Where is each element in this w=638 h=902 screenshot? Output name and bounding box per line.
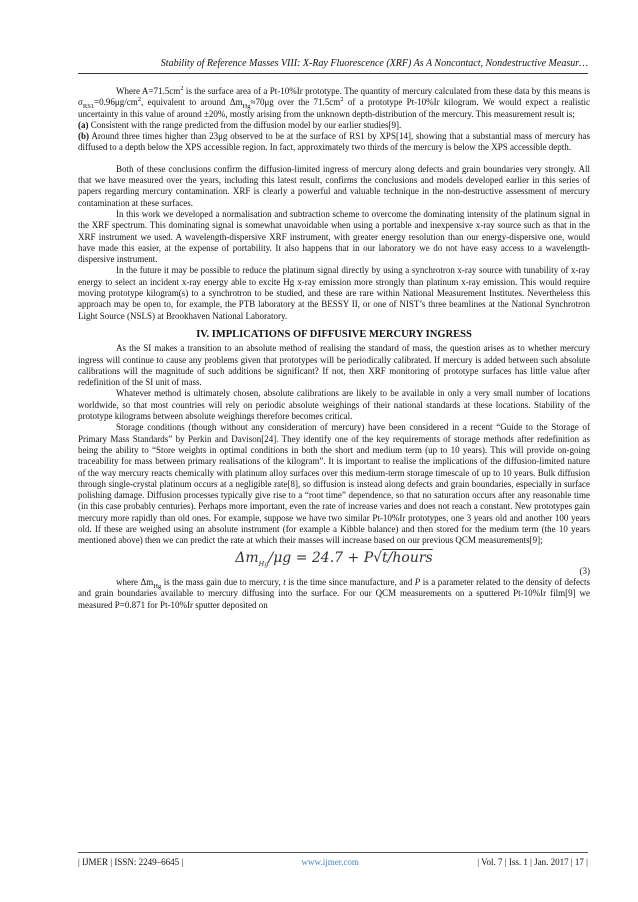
paragraph-synchrotron: In the future it may be possible to reduce the platinum signal directly by using a synchrotron x-ray source with tunability of x-ray energy to select an incident x-ray energy able to excite Hg x-ray emission more strongly than platinum x-ray emission. This would require moving prototype kilogram(s) to a synchrotron to be studied, and these are rare within National Measurement Institutes. Nevertheless this approach may be open to, for example, the PTB laboratory at the BESSY II, or one of NIST’s three beamlines at the National Synchrotron Light Source (NSLS) at Brookhaven National Laboratory. [78, 265, 590, 321]
equation: $\Delta m_{Hg}/\mu g = 24.7$ + P√t/hours [235, 549, 433, 568]
header-rule [78, 73, 588, 74]
footer-volume-info: | Vol. 7 | Iss. 1 | Jan. 2017 | 17 | [477, 857, 588, 867]
paragraph-mercury-quantity: Where $A=71.5cm^2$ is the surface area of a Pt-10%Ir prototype. The quantity of mercury calculated from these data by this means is $\sigma_{RS1}=0.96\mu g/cm^2$, equivalent to around $\Delta m_{Hg}\approx 70\mu g$ over the $71.5cm^2$ of a prototype Pt-10%Ir kilogram. We would expect a realistic uncertainty in this value of around ±20%, mostly arising from the unknown depth-distribution of the mercury. This measurement result is; [78, 85, 590, 119]
running-head: Stability of Reference Masses VIII: X-Ray Fluorescence (XRF) As A Noncontact, Nondestructive Measur… [160, 58, 588, 69]
section-heading: IV. IMPLICATIONS OF DIFFUSIVE MERCURY INGRESS [196, 328, 472, 340]
paragraph-absolute-calibration: Whatever method is ultimately chosen, absolute calibrations are likely to be available in only a very small number of locations worldwide, so that most countries will rely on periodic absolute weighings of their national standards at these locations. Stability of the prototype kilograms between absolute weighings therefore becomes critical. [78, 388, 590, 422]
paragraph-conclusions: Both of these conclusions confirm the diffusion-limited ingress of mercury along defects and grain boundaries very strongly. All that we have measured over the years, including this latest result, confirms the conclusions and models developed earlier in this series of papers regarding mercury contamination. XRF is clearly a powerful and valuable technique in the non-destructive assessment of mercury contamination at these surfaces. [78, 163, 590, 208]
footer-journal-info: | IJMER | ISSN: 2249–6645 | [78, 857, 184, 867]
footer-rule [78, 852, 588, 853]
paragraph-normalisation: In this work we developed a normalisation and subtraction scheme to overcome the dominating intensity of the platinum signal in the XRF spectrum. This dominating signal is somewhat unavoidable when using a portable and inexpensive x-ray source such as that in the XRF instrument we used. A wavelength-dispersive XRF instrument, with greater energy resolution than our energy-dispersive one, would have made this easier, at the expense of portability. It also happens that in our laboratory we do not have easy access to a wavelength-dispersive instrument. [78, 208, 590, 265]
list-item-a: (a) Consistent with the range predicted from the diffusion model by our earlier studies[9]. [78, 119, 402, 130]
paragraph-equation-explanation: where $\Delta m_{Hg}$ is the mass gain due to mercury, t is the time since manufacture, and P is a parameter related to the density of defects and grain boundaries available to mercury diffusing into the surface. For our QCM measurements on a sputtered Pt-10%Ir film[9] we measured P=0.871 for Pt-10%Ir sputter deposited on [78, 577, 590, 610]
body-text [78, 86, 590, 611]
footer-website-link[interactable]: www.ijmer.com [301, 857, 359, 867]
equation-number: (3) [579, 565, 590, 576]
paragraph-storage-conditions: Storage conditions (though without any consideration of mercury) have been considered in a recent “Guide to the Storage of Primary Mass Standards” by Perkin and Davison[24]. They identify one of the key requirements of storage methods after redefinition as being the ability to “Store weights in optimal conditions in both the short and medium term (up to 10 years). This will provide on-going traceability for mass between primary realisations of the kilogram”. It is important to realise the implications of the diffusion-limited nature of the way mercury reacts chemically with platinum alloy surfaces over this medium-term storage timescale of up to 10 years. Bulk diffusion through single-crystal platinum occurs at a negligible rate[8], so diffusion is instead along defects and grain boundaries, especially in surface polishing damage. Diffusion processes typically give rise to a “root time” dependence, so that no saturation occurs after any reasonable time (in this case probably centuries). Perhaps more important, even the rate of increase varies and does not reach a constant. New prototypes gain mercury more rapidly than old ones. For example, suppose we have two similar Pt-10%Ir prototypes, one 3 years old and another 100 years old. If these are weighed using an absolute instrument (for example a Kibble balance) and then stored for the medium term (the 10 years mentioned above) then we can predict the rate at which their masses will increase based on our previous QCM measurements[9]; [78, 422, 590, 546]
list-item-b: (b) Around three times higher than 23μg observed to be at the surface of RS1 by XPS[14], showing that a substantial mass of mercury has diffused to a depth below the XPS accessible region. In fact, approximately two thirds of the mercury is below the XPS accessible depth. [78, 131, 590, 153]
page-footer [78, 857, 588, 867]
spacer [78, 154, 590, 164]
paragraph-si-transition: As the SI makes a transition to an absolute method of realising the standard of mass, the question arises as to whether mercury ingress will continue to cause any problems given that prototypes will be periodically calibrated. If mercury is added between such absolute calibrations will the magnitude of such additions be significant? If not, then XRF monitoring of prototype surfaces has little value after redefinition of the SI unit of mass. [78, 343, 590, 388]
